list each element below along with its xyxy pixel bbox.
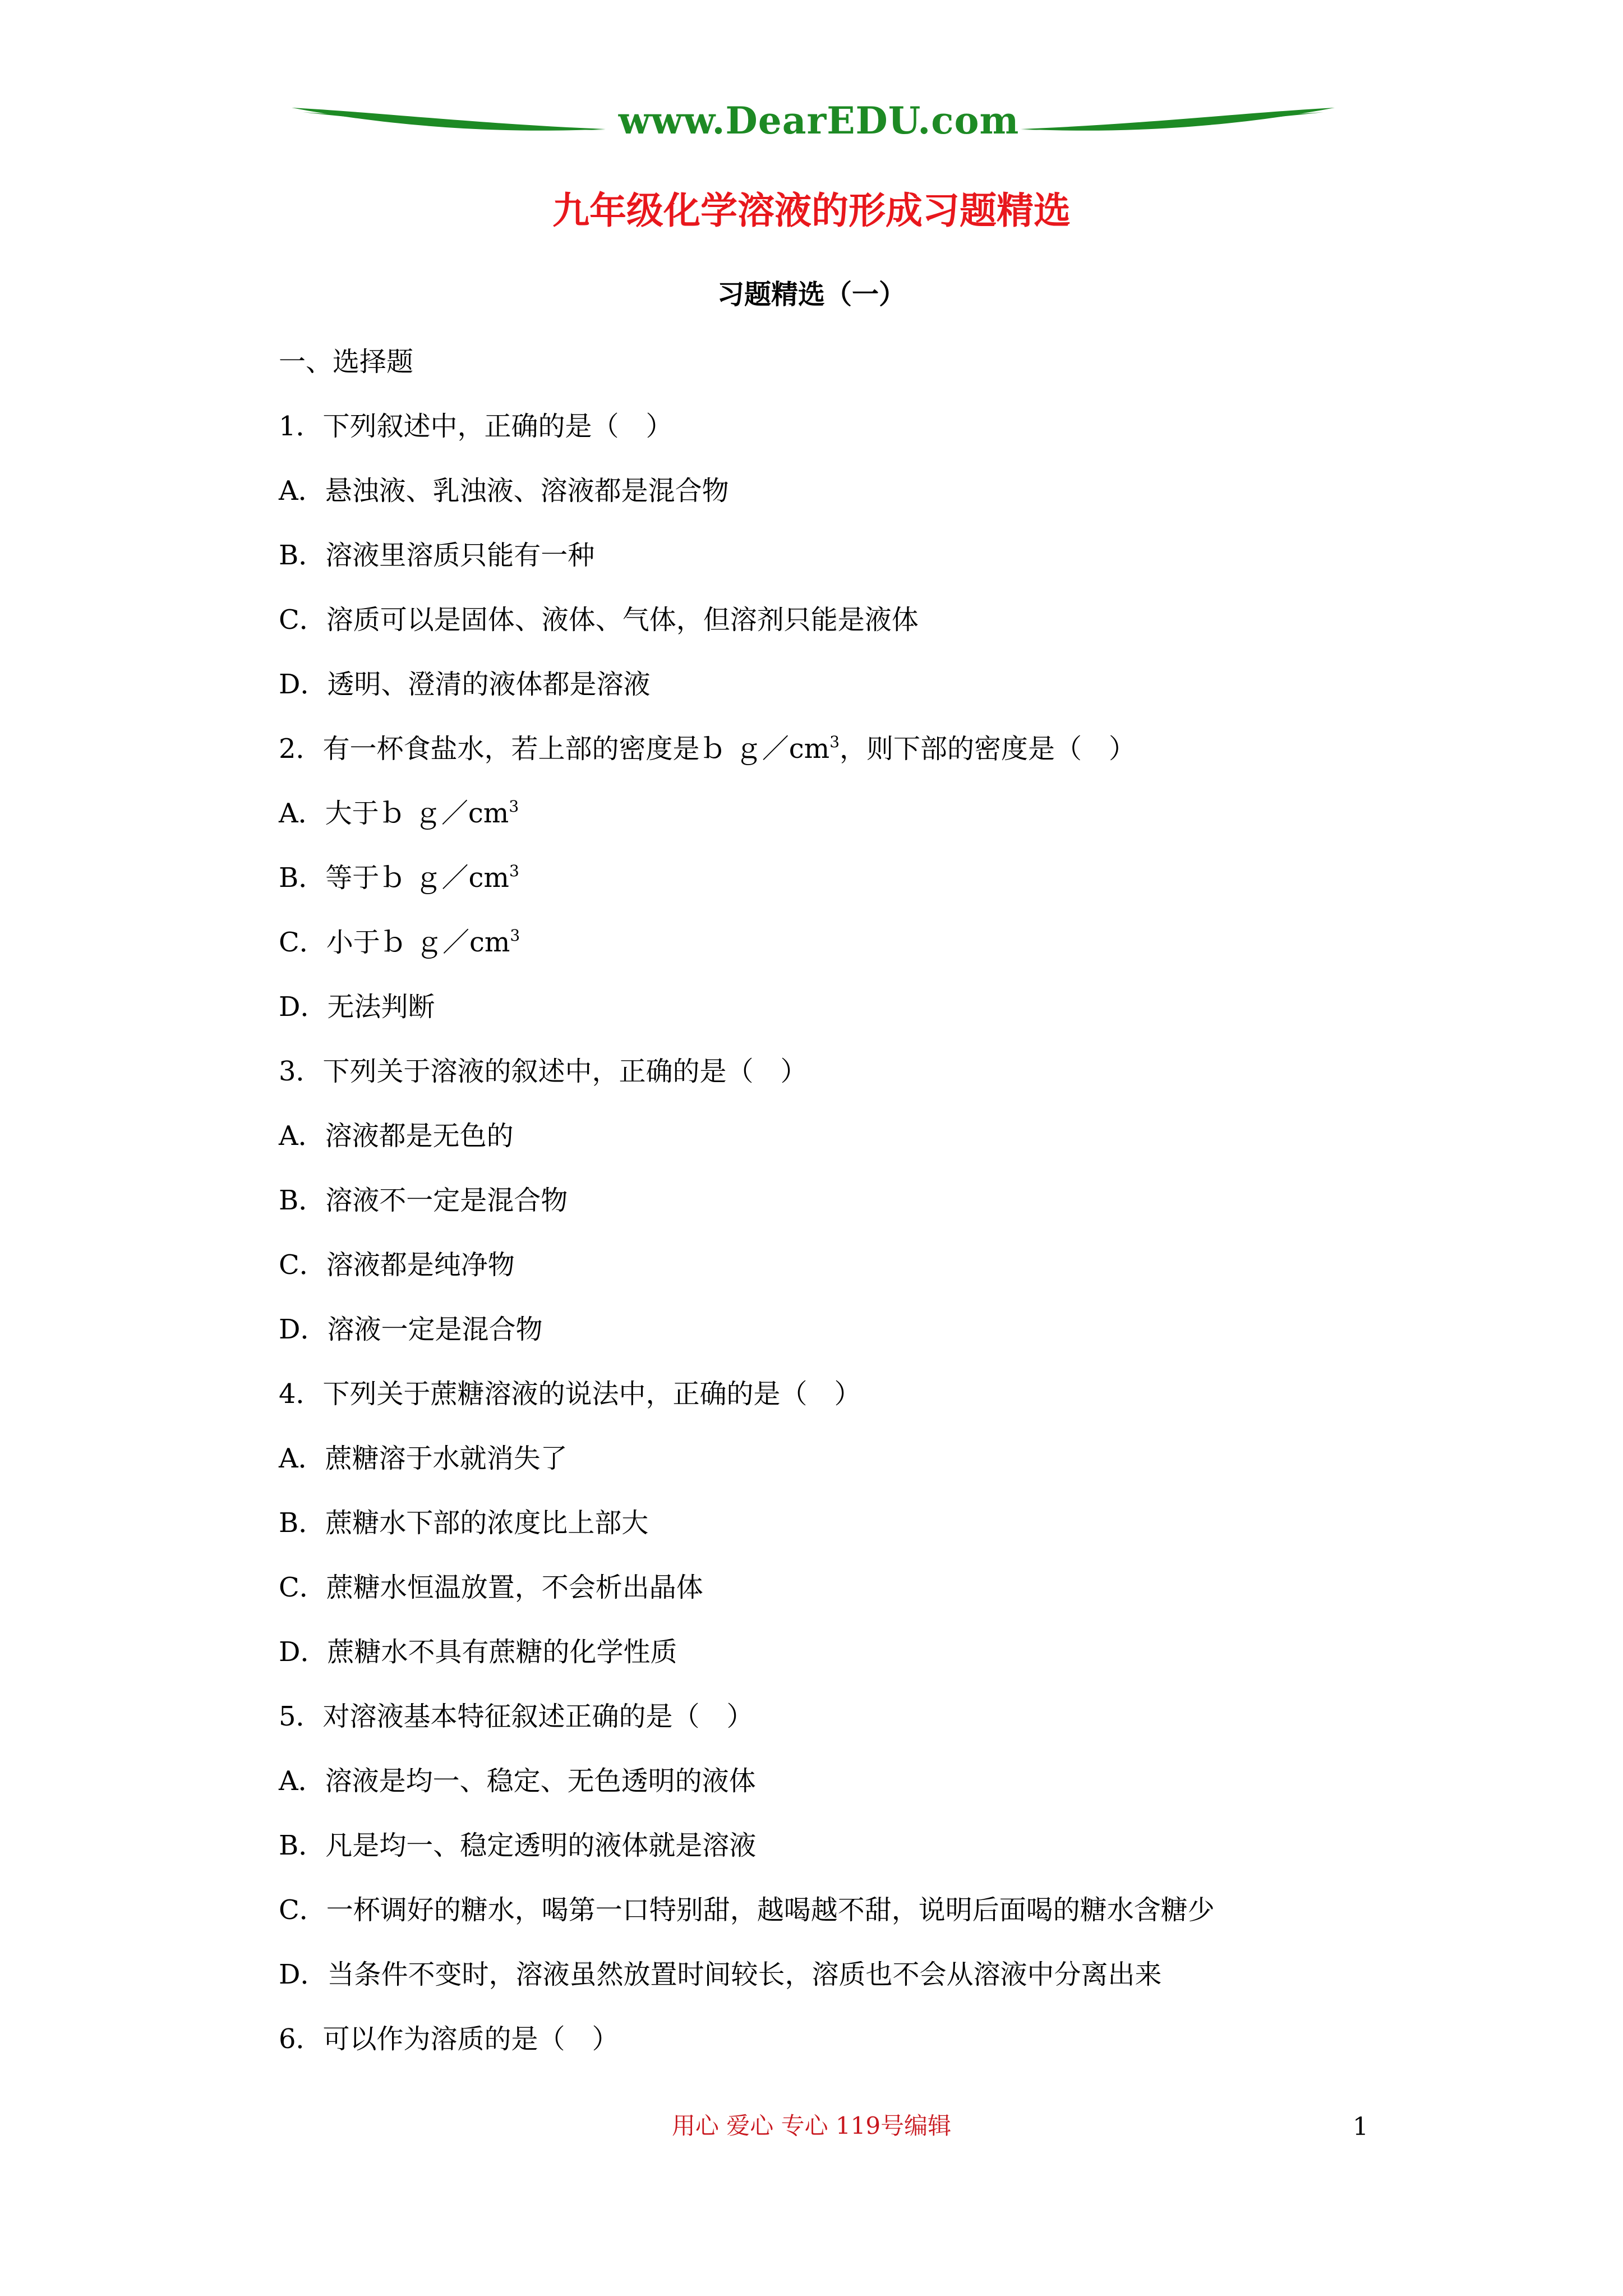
text-line — [279, 407, 1400, 471]
text-line — [279, 1568, 1400, 1632]
superscript: 3 — [510, 926, 520, 945]
superscript: 3 — [829, 733, 840, 751]
line-text: B．溶液不一定是混合物 — [279, 1185, 568, 1216]
line-text: C．小于ｂ ｇ／cm — [279, 927, 510, 958]
line-text: C．溶质可以是固体、液体、气体，但溶剂只能是液体 — [279, 604, 919, 636]
text-line — [279, 665, 1400, 729]
line-text: A．大于ｂ ｇ／cm — [279, 798, 509, 829]
line-text: B．凡是均一、稳定透明的液体就是溶液 — [279, 1830, 757, 1861]
site-banner — [292, 90, 1335, 151]
text-line — [279, 1955, 1400, 2019]
text-line — [279, 923, 1400, 987]
line-text: D．蔗糖水不具有蔗糖的化学性质 — [279, 1636, 677, 1668]
line-text: C．一杯调好的糖水，喝第一口特别甜，越喝越不甜，说明后面喝的糖水含糖少 — [279, 1894, 1215, 1926]
text-line — [279, 1052, 1400, 1116]
text-line — [279, 1503, 1400, 1568]
text-line — [279, 1245, 1400, 1310]
text-line — [279, 600, 1400, 665]
superscript: 3 — [509, 862, 519, 880]
text-line — [279, 1116, 1400, 1181]
text-line — [279, 1181, 1400, 1245]
line-text: D．溶液一定是混合物 — [279, 1314, 543, 1345]
line-text: 一、选择题 — [279, 346, 414, 378]
text-line — [279, 1310, 1400, 1374]
text-line — [279, 987, 1400, 1052]
line-text: 1．下列叙述中，正确的是（ ） — [279, 411, 673, 442]
line-text: C．蔗糖水恒温放置，不会析出晶体 — [279, 1572, 703, 1603]
line-text: 2．有一杯食盐水，若上部的密度是ｂ ｇ／cm — [279, 733, 830, 765]
text-line — [279, 1374, 1400, 1439]
line-text: D．当条件不变时，溶液虽然放置时间较长，溶质也不会从溶液中分离出来 — [279, 1959, 1162, 1990]
line-text: B．等于ｂ ｇ／cm — [279, 862, 509, 894]
text-line — [279, 2019, 1400, 2084]
text-line — [279, 471, 1400, 536]
text-line — [279, 1761, 1400, 1826]
line-text: 4．下列关于蔗糖溶液的说法中，正确的是（ ） — [279, 1378, 861, 1410]
text-line — [279, 794, 1400, 858]
page-number: 1 — [1353, 2113, 1368, 2141]
line-text: A．蔗糖溶于水就消失了 — [279, 1443, 568, 1474]
line-text: D．无法判断 — [279, 991, 435, 1023]
section-title: 习题精选（一） — [717, 279, 906, 310]
text-line — [279, 1439, 1400, 1503]
line-text: 3．下列关于溶液的叙述中，正确的是（ ） — [279, 1056, 808, 1087]
text-line — [279, 536, 1400, 600]
line-text: D．透明、澄清的液体都是溶液 — [279, 669, 651, 700]
line-text: B．蔗糖水下部的浓度比上部大 — [279, 1507, 649, 1539]
line-text: C．溶液都是纯净物 — [279, 1249, 515, 1281]
text-line — [279, 1890, 1400, 1955]
line-text: A．溶液都是无色的 — [279, 1120, 514, 1152]
site-logo-text[interactable]: www.DearEDU.com — [618, 99, 1020, 142]
text-line — [279, 1632, 1400, 1697]
line-text-after: ，则下部的密度是（ ） — [840, 733, 1136, 765]
line-text: 6．可以作为溶质的是（ ） — [279, 2023, 619, 2055]
text-line — [279, 858, 1400, 923]
text-line — [279, 729, 1400, 794]
line-text: A．悬浊液、乳浊液、溶液都是混合物 — [279, 475, 729, 507]
footer-text: 用心 爱心 专心 119号编辑 — [671, 2112, 952, 2139]
document-title: 九年级化学溶液的形成习题精选 — [552, 188, 1071, 232]
text-line — [279, 1826, 1400, 1890]
line-text: B．溶液里溶质只能有一种 — [279, 540, 595, 571]
question-list — [279, 342, 1400, 2084]
line-text: A．溶液是均一、稳定、无色透明的液体 — [279, 1765, 756, 1797]
text-line — [279, 1697, 1400, 1761]
text-line — [279, 342, 1400, 407]
superscript: 3 — [509, 797, 519, 816]
line-text: 5．对溶液基本特征叙述正确的是（ ） — [279, 1701, 754, 1732]
